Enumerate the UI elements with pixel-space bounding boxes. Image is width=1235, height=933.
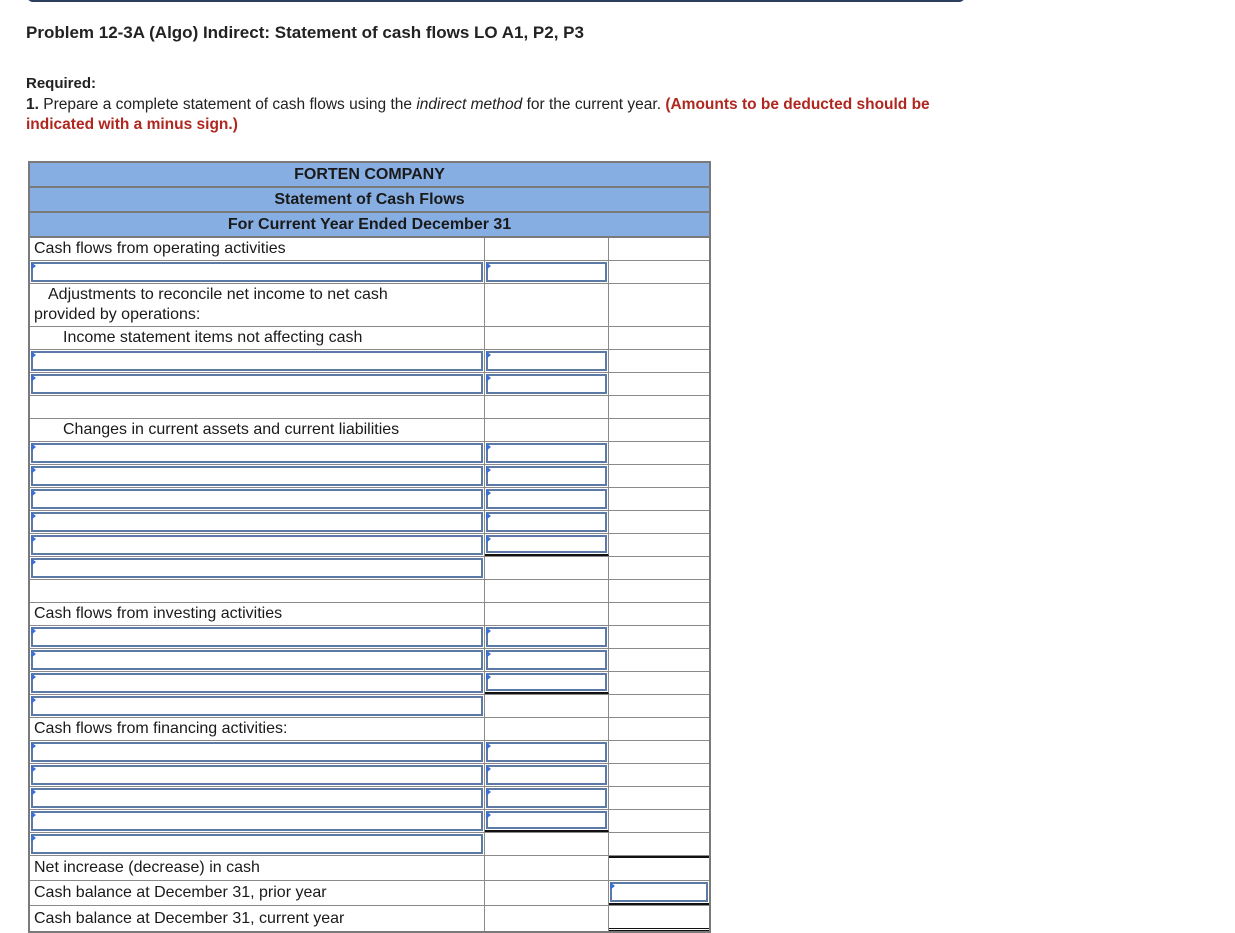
- amount-input[interactable]: [486, 811, 607, 829]
- label-dropdown[interactable]: [31, 443, 483, 463]
- changes-heading: Changes in current assets and current liabilities: [30, 419, 485, 441]
- table-row: [30, 580, 709, 603]
- adjustments-heading: [30, 284, 485, 326]
- label-dropdown[interactable]: [31, 742, 483, 762]
- table-row: [30, 626, 709, 649]
- amount-input[interactable]: [486, 512, 607, 532]
- table-row: [30, 534, 709, 557]
- label-dropdown[interactable]: [31, 351, 483, 371]
- operating-heading: Cash flows from operating activities: [30, 238, 485, 260]
- statement-period: For Current Year Ended December 31: [30, 213, 709, 238]
- financing-heading-row: [30, 718, 709, 741]
- table-row: [30, 672, 709, 695]
- beginning-balance-input[interactable]: [610, 882, 708, 902]
- amount-input[interactable]: [486, 673, 607, 691]
- label-dropdown[interactable]: [31, 489, 483, 509]
- amount-input[interactable]: [486, 788, 607, 808]
- instructions: [26, 95, 976, 135]
- label-dropdown[interactable]: [31, 696, 483, 716]
- net-change-amount: [609, 856, 709, 880]
- label-dropdown[interactable]: [31, 673, 483, 693]
- amount-input[interactable]: [486, 627, 607, 647]
- label-dropdown[interactable]: [31, 262, 483, 282]
- table-row: [30, 649, 709, 672]
- label-dropdown[interactable]: [31, 627, 483, 647]
- table-row: [30, 350, 709, 373]
- label-dropdown[interactable]: [31, 535, 483, 555]
- table-row: [30, 488, 709, 511]
- label-dropdown[interactable]: [31, 834, 483, 854]
- problem-title: Problem 12-3A (Algo) Indirect: Statement of cash flows LO A1, P2, P3: [26, 23, 584, 42]
- instruction-note: (Amounts to be deducted should be indicated with a minus sign.): [26, 96, 930, 133]
- table-row: [30, 787, 709, 810]
- table-row: [30, 442, 709, 465]
- amount-input[interactable]: [486, 443, 607, 463]
- amount-input[interactable]: [486, 765, 607, 785]
- table-row: [30, 741, 709, 764]
- amount-input[interactable]: [486, 374, 607, 394]
- investing-heading: Cash flows from investing activities: [30, 603, 485, 625]
- operating-heading-row: [30, 238, 709, 261]
- amount-input[interactable]: [486, 489, 607, 509]
- beginning-balance-row: [30, 881, 709, 906]
- instruction-text-1: Prepare a complete statement of cash flows using the: [38, 96, 417, 113]
- table-row: [30, 810, 709, 833]
- table-row: [30, 511, 709, 534]
- label-dropdown[interactable]: [31, 650, 483, 670]
- amount-input[interactable]: [486, 742, 607, 762]
- adjustments-row: [30, 284, 709, 327]
- changes-row: [30, 419, 709, 442]
- label-dropdown[interactable]: [31, 788, 483, 808]
- amount-input[interactable]: [486, 262, 607, 282]
- ending-balance-row: [30, 906, 709, 931]
- adjustments-line-1: Adjustments to reconcile net income to net cash: [48, 286, 388, 303]
- label-dropdown[interactable]: [31, 466, 483, 486]
- label-dropdown[interactable]: [31, 811, 483, 831]
- label-dropdown[interactable]: [31, 374, 483, 394]
- ending-balance-amount: [609, 906, 709, 931]
- beginning-balance-label: Cash balance at December 31, prior year: [30, 881, 485, 905]
- table-row: [30, 396, 709, 419]
- instruction-italic: indirect method: [416, 96, 523, 113]
- table-row: [30, 373, 709, 396]
- amount-input[interactable]: [486, 466, 607, 486]
- investing-heading-row: [30, 603, 709, 626]
- net-change-row: [30, 856, 709, 881]
- amount-input[interactable]: [486, 535, 607, 553]
- net-change-label: Net increase (decrease) in cash: [30, 856, 485, 880]
- label-dropdown[interactable]: [31, 765, 483, 785]
- cash-flow-statement: [28, 161, 711, 933]
- financing-total-row: [30, 833, 709, 856]
- financing-heading: Cash flows from financing activities:: [30, 718, 485, 740]
- investing-total-row: [30, 695, 709, 718]
- income-items-row: [30, 327, 709, 350]
- table-row: [30, 764, 709, 787]
- amount-input[interactable]: [486, 351, 607, 371]
- table-row: [30, 261, 709, 284]
- amount-input[interactable]: [486, 650, 607, 670]
- operating-total-row: [30, 557, 709, 580]
- instruction-number: 1.: [26, 96, 39, 113]
- table-row: [30, 465, 709, 488]
- income-items-heading: Income statement items not affecting cash: [30, 327, 485, 349]
- adjustments-line-2: provided by operations:: [34, 306, 201, 323]
- top-frame: [27, 0, 965, 2]
- label-dropdown[interactable]: [31, 558, 483, 578]
- instruction-text-2: for the current year.: [522, 96, 666, 113]
- required-label: Required:: [26, 75, 97, 92]
- ending-balance-label: Cash balance at December 31, current year: [30, 906, 485, 931]
- company-name: FORTEN COMPANY: [30, 163, 709, 188]
- label-dropdown[interactable]: [31, 512, 483, 532]
- statement-name: Statement of Cash Flows: [30, 188, 709, 213]
